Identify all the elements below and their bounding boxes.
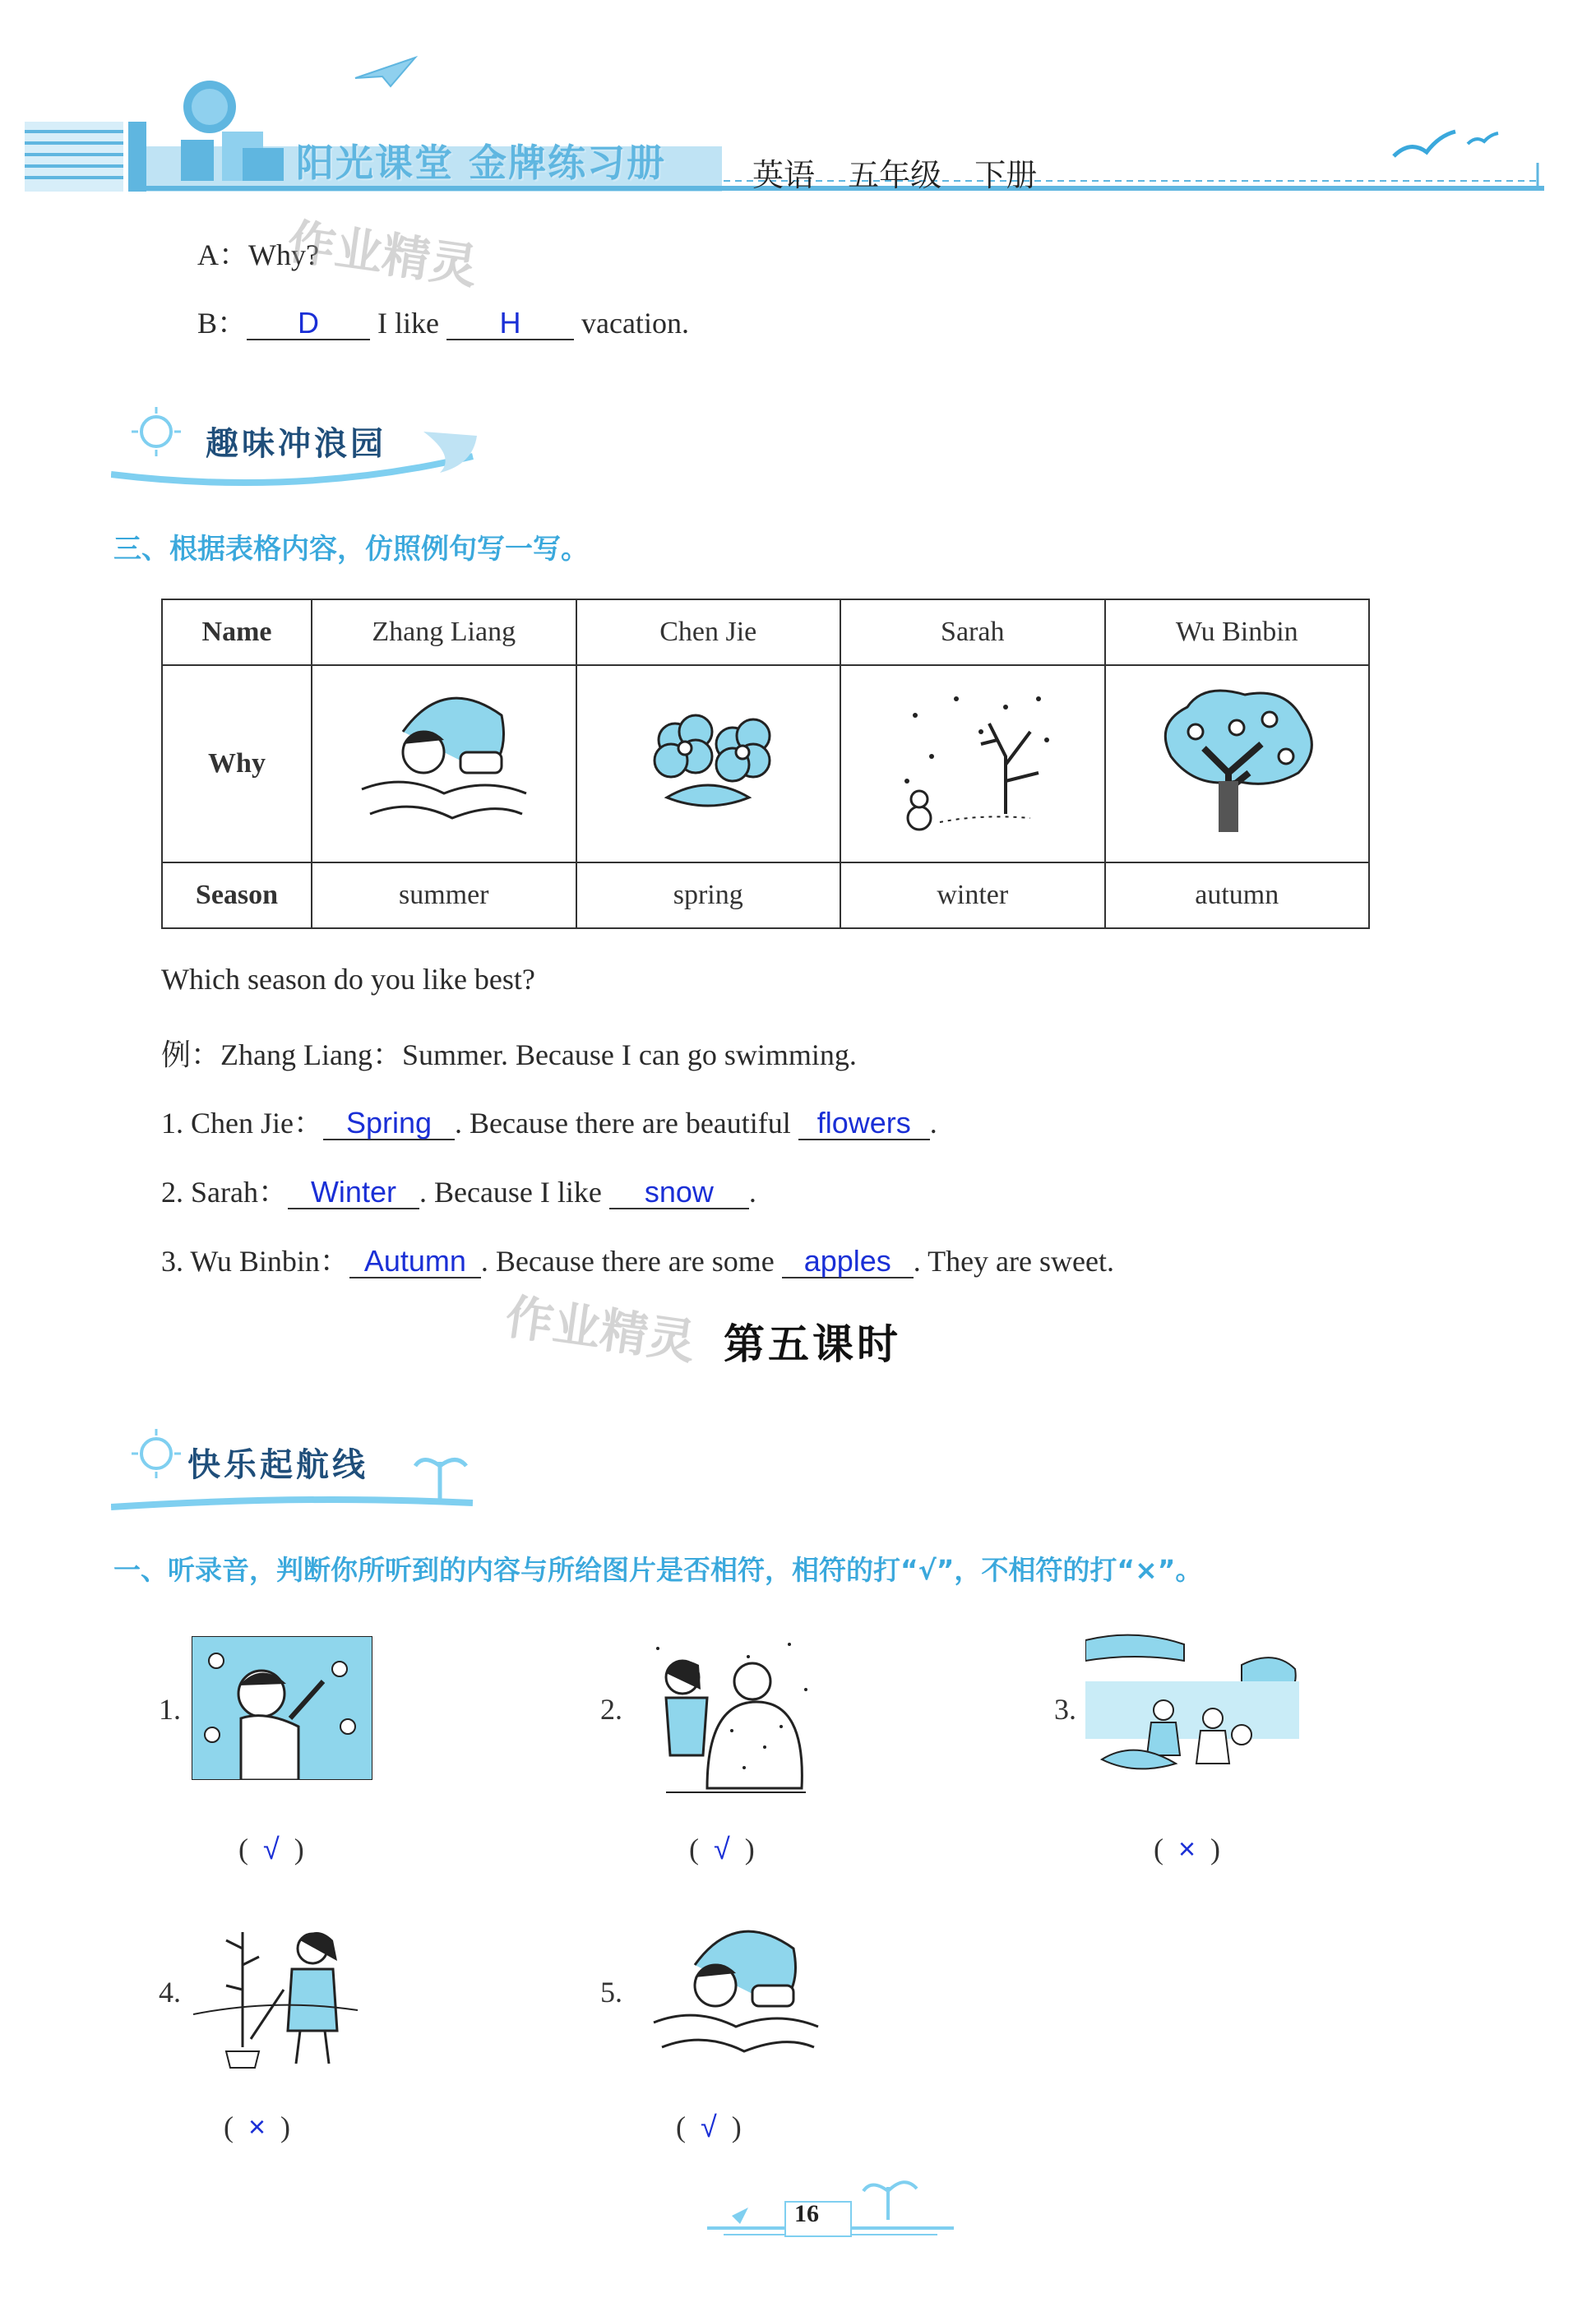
row-header-season: Season (162, 862, 312, 928)
volume-label: 下册 (974, 157, 1038, 193)
section-badge-happy-sailing: 快乐起航线 (187, 1446, 368, 1484)
flowers-picture (618, 682, 798, 839)
grade-label: 五年级 (848, 157, 942, 193)
picture-cell (576, 665, 841, 862)
picking-apples-picture (192, 1636, 372, 1780)
dialogue-b-suffix: vacation. (581, 307, 689, 340)
season-cell: summer (312, 862, 576, 928)
answer-blank: H (446, 307, 574, 340)
item-mid: . Because there are some (480, 1245, 775, 1278)
paper-plane-icon (354, 53, 419, 95)
season-cell: winter (840, 862, 1105, 928)
dialogue-line-b (197, 300, 689, 342)
name-cell: Zhang Liang (312, 599, 576, 665)
exercise-item-3 (161, 1238, 1114, 1280)
swimming-boy-picture (354, 682, 534, 839)
answer-mark: √ (263, 1832, 280, 1865)
section-badge-fun-surf: 趣味冲浪园 (206, 425, 386, 463)
item-prefix: 3. Wu Binbin： (161, 1245, 349, 1278)
dialogue-line-a: A：Why? (197, 238, 319, 271)
picture-cell (1105, 665, 1370, 862)
picnic-picture (1085, 1632, 1299, 1780)
snowman-girl-picture (641, 1632, 814, 1796)
answer-mark: × (248, 2110, 266, 2143)
dialogue-b-prefix: B： (197, 307, 247, 340)
answer-bracket: ( √ ) (238, 1832, 304, 1865)
exercise-item-1 (161, 1100, 937, 1142)
item-suffix: . (748, 1176, 756, 1209)
item-suffix: . They are sweet. (913, 1245, 1114, 1278)
snowman-winter-picture (882, 682, 1063, 839)
season-table (161, 599, 1370, 929)
header-decoration-globe (164, 58, 288, 181)
answer-blank: Autumn (349, 1246, 481, 1278)
answer-blank: flowers (798, 1107, 930, 1140)
item-suffix: . (929, 1107, 937, 1140)
item-prefix: 2. Sarah： (161, 1176, 288, 1209)
swimming-boy-picture (637, 1916, 835, 2072)
picture-cell (840, 665, 1105, 862)
answer-blank: apples (782, 1246, 914, 1278)
item-mid: . Because there are beautiful (454, 1107, 791, 1140)
section-one-heading: 一、听录音，判断你所听到的内容与所给图片是否相符，相符的打“√”，不相符的打“×”。 (113, 1554, 1203, 1586)
answer-blank: D (247, 307, 370, 340)
answer-mark: √ (714, 1832, 730, 1865)
answer-bracket: ( √ ) (689, 1832, 755, 1865)
lesson-title: 第五课时 (724, 1320, 901, 1368)
answer-bracket: ( × ) (1154, 1832, 1221, 1865)
dialogue-b-mid: I like (377, 307, 439, 340)
item-number: 1. (159, 1693, 181, 1726)
exercise-item-2 (161, 1169, 756, 1211)
season-cell: autumn (1105, 862, 1370, 928)
answer-blank: Spring (323, 1107, 455, 1140)
item-number: 5. (600, 1976, 622, 2009)
item-number: 2. (600, 1693, 622, 1726)
item-number: 3. (1054, 1693, 1076, 1726)
row-header-why: Why (162, 665, 312, 862)
answer-blank: Winter (288, 1177, 419, 1209)
watermark: 作业精灵 (502, 1288, 699, 1371)
name-cell: Sarah (840, 599, 1105, 665)
season-cell: spring (576, 862, 841, 928)
item-mid: . Because I like (419, 1176, 602, 1209)
section-three-heading: 三、根据表格内容，仿照例句写一写。 (113, 533, 589, 566)
planting-trees-picture (193, 1916, 366, 2080)
answer-bracket: ( √ ) (676, 2110, 742, 2143)
subject-label: 英语 (752, 157, 816, 193)
item-prefix: 1. Chen Jie： (161, 1107, 323, 1140)
row-header-name: Name (162, 599, 312, 665)
name-cell: Chen Jie (576, 599, 841, 665)
page-number: 16 (794, 2200, 819, 2227)
apple-tree-picture (1146, 682, 1327, 839)
book-title: 阳光课堂 金牌练习册 (296, 141, 667, 185)
footer-decoration (699, 2171, 962, 2245)
item-number: 4. (159, 1976, 181, 2009)
book-subtitle (752, 150, 1037, 195)
answer-mark: × (1178, 1832, 1196, 1865)
picture-cell (312, 665, 576, 862)
example-sentence: 例：Zhang Liang：Summer. Because I can go swimming. (161, 1038, 857, 1071)
answer-blank: snow (609, 1177, 749, 1209)
answer-mark: √ (701, 2110, 717, 2143)
question-text: Which season do you like best? (161, 963, 535, 996)
name-cell: Wu Binbin (1105, 599, 1370, 665)
seagulls-icon (1390, 123, 1505, 173)
watermark: 作业精灵 (284, 213, 481, 295)
answer-bracket: ( × ) (224, 2110, 291, 2143)
